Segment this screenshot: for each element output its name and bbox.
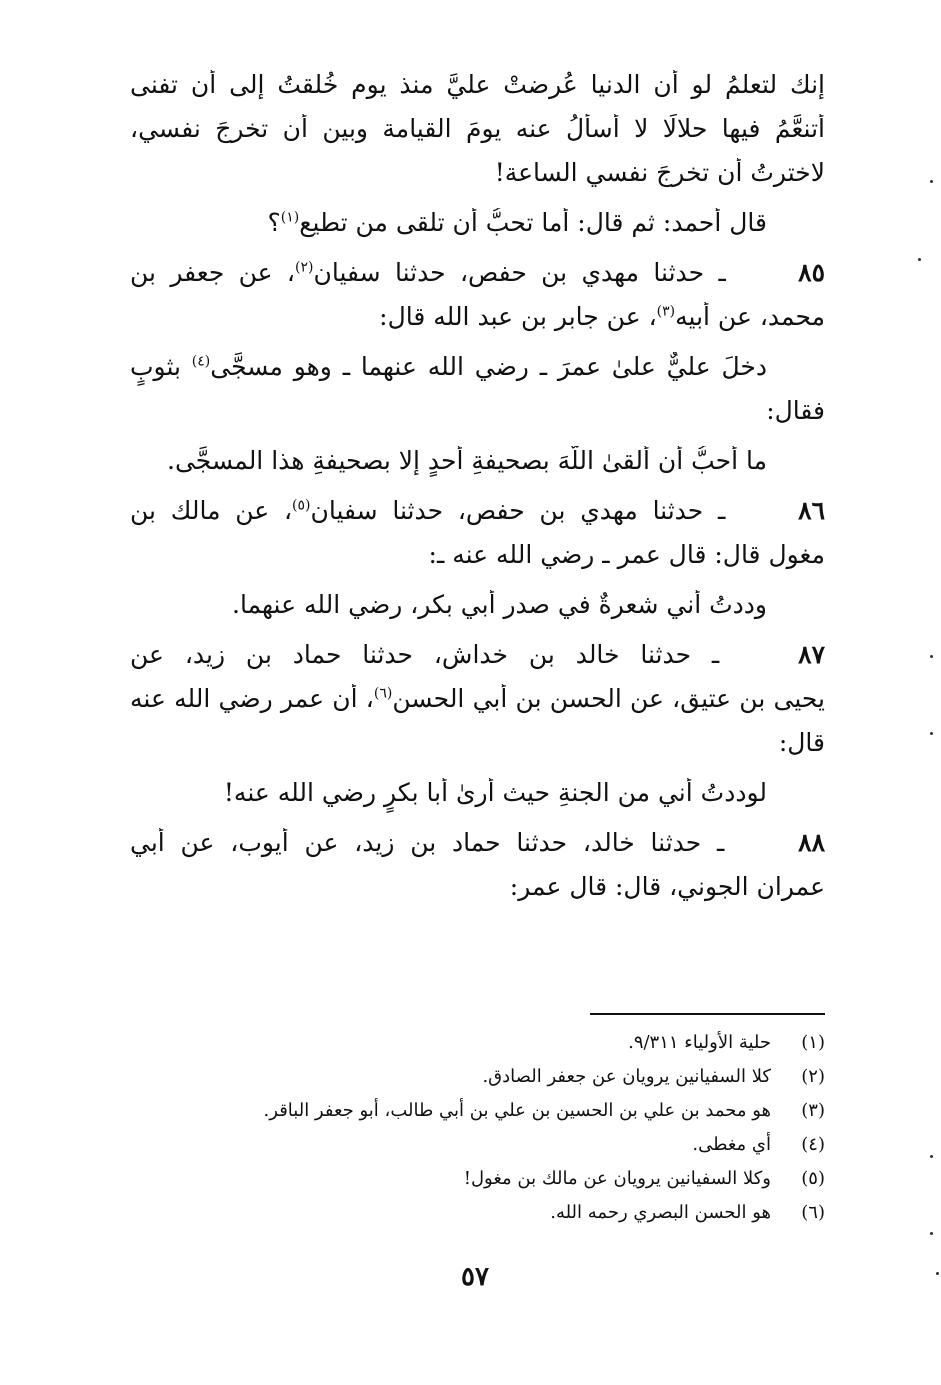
page-body	[130, 70, 825, 916]
footnote-number: (٣)	[801, 1100, 825, 1121]
footnote-number: (١)	[801, 1032, 825, 1053]
text-line: قال:	[778, 728, 825, 757]
scan-mark	[930, 1155, 933, 1158]
text-segment: ـ حدثنا مهدي بن حفص، حدثنا سفيان	[310, 496, 741, 525]
hadith-85-narration	[130, 352, 825, 440]
hadith-number: ٨٥	[798, 258, 825, 287]
text-segment: ـ حدثنا خالد بن خداش، حدثنا حماد بن زيد، عن	[130, 640, 741, 669]
text-line: عمران الجوني، قال: قال عمر:	[509, 872, 825, 901]
text-line: وددتُ أني شعرةٌ في صدر أبي بكر، رضي الله عنهما.	[232, 590, 767, 619]
hadith-number: ٨٦	[798, 496, 825, 525]
text-segment: ، عن جعفر بن	[130, 258, 296, 287]
text-segment: ، عن جابر بن عبد الله قال:	[379, 302, 657, 331]
footnote-number: (٤)	[801, 1134, 825, 1155]
footnote-text: كلا السفيانين يرويان عن جعفر الصادق.	[482, 1066, 771, 1087]
text-line	[130, 684, 825, 728]
text-line	[130, 208, 825, 252]
footnote	[125, 1132, 825, 1166]
scan-mark	[918, 258, 921, 261]
text-line: فقال:	[766, 396, 825, 425]
hadith-87-isnad	[130, 640, 825, 772]
paragraph-opening-quote	[130, 70, 825, 202]
footnote-text: وكلا السفيانين يرويان عن مالك بن مغول!	[463, 1168, 771, 1189]
text-line: أتنعَّمُ فيها حلالًا لا أُسألُ عنه يومَ القيامة وبين أن تخرجَ نفسي،	[130, 114, 825, 143]
hadith-number: ٨٧	[798, 640, 825, 669]
hadith-86-isnad	[130, 496, 825, 584]
footnote-ref: (٤)	[191, 353, 211, 370]
footnote-ref: (٥)	[292, 497, 311, 514]
text-line	[130, 352, 825, 396]
footnote-number: (٦)	[801, 1202, 825, 1223]
text-segment: ، عن مالك بن	[130, 496, 293, 525]
text-segment: ـ حدثنا مهدي بن حفص، حدثنا سفيان	[313, 258, 741, 287]
text-line: لوددتُ أني من الجنةِ حيث أرىٰ أبا بكرٍ رضي الله عنه!	[223, 778, 767, 807]
footnote-number: (٥)	[801, 1168, 825, 1189]
scan-mark	[930, 655, 933, 658]
hadith-88-isnad	[130, 828, 825, 916]
text-segment: بثوبٍ	[130, 352, 192, 381]
text-line	[130, 640, 825, 684]
footnote-text: هو محمد بن علي بن الحسين بن علي بن أبي طالب، أبو جعفر الباقر.	[263, 1100, 771, 1121]
footnote	[125, 1030, 825, 1064]
scan-mark	[930, 732, 933, 735]
text-line	[130, 302, 825, 346]
text-segment: ، أن عمر رضي الله عنه	[130, 684, 374, 713]
footnote	[125, 1098, 825, 1132]
footnote-text: حلية الأولياء ٩/٣١١.	[628, 1032, 771, 1053]
text-segment: ـ حدثنا خالد، حدثنا حماد بن زيد، عن أيوب، عن أبي	[130, 828, 741, 857]
footnote-ref: (٢)	[295, 259, 314, 276]
hadith-87-saying	[130, 778, 825, 822]
footnote-text: هو الحسن البصري رحمه الله.	[550, 1202, 771, 1223]
footnote-text: أي مغطى.	[692, 1134, 771, 1155]
footnote-separator	[590, 1013, 825, 1015]
footnote-number: (٢)	[801, 1066, 825, 1087]
text-segment: ؟	[267, 208, 281, 237]
hadith-85-saying	[130, 446, 825, 490]
text-line	[130, 828, 825, 872]
footnote-ref: (٦)	[373, 685, 393, 702]
scan-mark	[936, 1272, 939, 1275]
footnote	[125, 1166, 825, 1200]
footnote-ref: (٣)	[656, 303, 676, 320]
text-segment: يحيى بن عتيق، عن الحسن بن أبي الحسن	[392, 684, 825, 713]
footnotes	[125, 1030, 825, 1234]
footnote	[125, 1064, 825, 1098]
text-segment: دخلَ عليٌّ علىٰ عمرَ ـ رضي الله عنهما ـ وهو مسجًّى	[210, 352, 767, 381]
text-line: ما أحبُّ أن ألقىٰ اللّهَ بصحيفةِ أحدٍ إلا بصحيفةِ هذا المسجَّى.	[167, 446, 767, 475]
scan-mark	[930, 180, 933, 183]
scan-mark	[930, 1232, 933, 1235]
text-line: إنك لتعلمُ لو أن الدنيا عُرضتْ عليَّ منذ يوم خُلقتُ إلى أن تفنى	[130, 70, 825, 99]
footnote	[125, 1200, 825, 1234]
text-segment: قال أحمد: ثم قال: أما تحبُّ أن تلقى من تطيع	[299, 208, 767, 237]
text-line: مغول قال: قال عمر ـ رضي الله عنه ـ:	[428, 540, 825, 569]
text-line: لاخترتُ أن تخرجَ نفسي الساعة!	[494, 158, 825, 187]
text-line	[130, 496, 825, 540]
hadith-85-isnad	[130, 258, 825, 346]
paragraph-ahmad-said	[130, 208, 825, 252]
hadith-86-saying	[130, 590, 825, 634]
text-segment: محمد، عن أبيه	[675, 302, 825, 331]
text-line	[130, 258, 825, 302]
hadith-number: ٨٨	[798, 828, 825, 857]
footnote-ref: (١)	[280, 209, 300, 226]
page-number: ٥٧	[461, 1262, 489, 1292]
